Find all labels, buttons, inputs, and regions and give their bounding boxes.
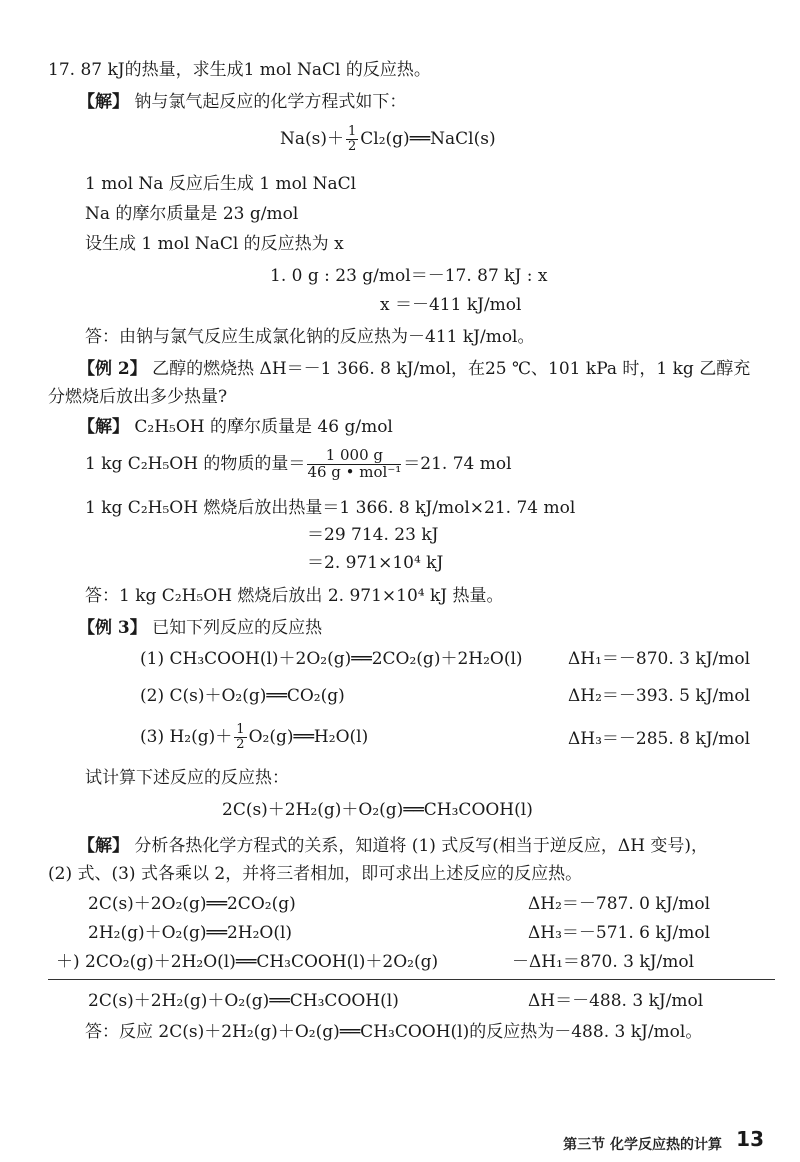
equation-heat-step: ＝29 714. 23 kJ xyxy=(307,525,439,545)
text-line: 1 mol Na 反应后生成 1 mol NaCl xyxy=(85,174,357,194)
target-reaction: 2C(s)＋2H₂(g)＋O₂(g)══CH₃COOH(l) xyxy=(222,800,533,820)
equation-ratio: 1. 0 g : 23 g/mol＝－17. 87 kJ : x xyxy=(270,266,548,286)
sum-step-3-enthalpy: －ΔH₁＝870. 3 kJ/mol xyxy=(512,952,695,972)
equation-heat: 1 kg C₂H₅OH 燃烧后放出热量＝1 366. 8 kJ/mol×21. 74 mol xyxy=(85,498,576,518)
text-line: Na 的摩尔质量是 23 g/mol xyxy=(85,204,299,224)
reaction-3-enthalpy: ΔH₃＝－285. 8 kJ/mol xyxy=(568,729,751,749)
page-number: 13 xyxy=(736,1127,764,1151)
solution-line: 【解】 分析各热化学方程式的关系，知道将 (1) 式反写(相当于逆反应，ΔH 变号)， xyxy=(78,836,709,856)
equation-moles: 1 kg C₂H₅OH 的物质的量＝ $\frac{1 000 g}{\text{46 g • mol⁻¹}}$ ＝21. 74 mol xyxy=(85,446,512,481)
solution-line: 【解】 C₂H₅OH 的摩尔质量是 46 g/mol xyxy=(78,417,393,437)
answer-line: 答：反应 2C(s)＋2H₂(g)＋O₂(g)══CH₃COOH(l)的反应热为－488. 3 kJ/mol。 xyxy=(85,1022,703,1042)
sum-step-1: 2C(s)＋2O₂(g)══2CO₂(g) xyxy=(88,894,296,914)
sum-step-2: 2H₂(g)＋O₂(g)══2H₂O(l) xyxy=(88,923,293,943)
sum-step-2-enthalpy: ΔH₃＝－571. 6 kJ/mol xyxy=(528,923,711,943)
equation-na-cl2: Na(s)＋ $\frac{1}{2}$ Cl₂(g)══NaCl(s) xyxy=(280,124,496,154)
text-line: 17. 87 kJ的热量，求生成1 mol NaCl 的反应热。 xyxy=(48,60,431,80)
solution-tag: 【解】 xyxy=(78,92,129,112)
fraction-moles: $\frac{1 000 g}{\text{46 g • mol⁻¹}}$ xyxy=(307,446,402,481)
example-tag: 【例 2】 xyxy=(78,359,147,379)
reaction-1-enthalpy: ΔH₁＝－870. 3 kJ/mol xyxy=(568,649,751,669)
sum-step-3: ＋) 2CO₂(g)＋2H₂O(l)══CH₃COOH(l)＋2O₂(g) xyxy=(56,952,439,972)
sum-result-enthalpy: ΔH＝－488. 3 kJ/mol xyxy=(528,991,704,1011)
fraction-half: $\frac{1}{2}$ xyxy=(236,722,245,752)
text-line: 试计算下述反应的反应热： xyxy=(85,768,289,788)
answer-line: 答：1 kg C₂H₅OH 燃烧后放出 2. 971×10⁴ kJ 热量。 xyxy=(85,586,504,606)
solution-tag: 【解】 xyxy=(78,836,129,856)
reaction-1: (1) CH₃COOH(l)＋2O₂(g)══2CO₂(g)＋2H₂O(l) xyxy=(140,649,523,669)
footer-section-title: 第三节 化学反应热的计算 xyxy=(563,1137,722,1153)
equation-result: x ＝－411 kJ/mol xyxy=(380,295,522,315)
example-3-line: 【例 3】 已知下列反应的反应热 xyxy=(78,618,323,638)
answer-line: 答：由钠与氯气反应生成氯化钠的反应热为－411 kJ/mol。 xyxy=(85,327,535,347)
reaction-2: (2) C(s)＋O₂(g)══CO₂(g) xyxy=(140,686,345,706)
solution-line: 【解】 钠与氯气起反应的化学方程式如下： xyxy=(78,92,407,112)
sum-result: 2C(s)＋2H₂(g)＋O₂(g)══CH₃COOH(l) xyxy=(88,991,399,1011)
reaction-2-enthalpy: ΔH₂＝－393. 5 kJ/mol xyxy=(568,686,751,706)
reaction-3: (3) H₂(g)＋ $\frac{1}{2}$ O₂(g)══H₂O(l) xyxy=(140,722,369,752)
sum-divider xyxy=(48,979,775,980)
text-line: (2) 式、(3) 式各乘以 2，并将三者相加，即可求出上述反应的反应热。 xyxy=(48,864,583,884)
fraction-half: $\frac{1}{2}$ xyxy=(348,124,357,154)
text-line: 分燃烧后放出多少热量? xyxy=(48,387,228,407)
sum-step-1-enthalpy: ΔH₂＝－787. 0 kJ/mol xyxy=(528,894,711,914)
equation-heat-step: ＝2. 971×10⁴ kJ xyxy=(307,553,444,573)
solution-tag: 【解】 xyxy=(78,417,129,437)
example-tag: 【例 3】 xyxy=(78,618,147,638)
example-2-line: 【例 2】 乙醇的燃烧热 ΔH＝－1 366. 8 kJ/mol，在25 ℃、101 kPa 时，1 kg 乙醇充 xyxy=(78,359,751,379)
text-line: 设生成 1 mol NaCl 的反应热为 x xyxy=(85,234,344,254)
